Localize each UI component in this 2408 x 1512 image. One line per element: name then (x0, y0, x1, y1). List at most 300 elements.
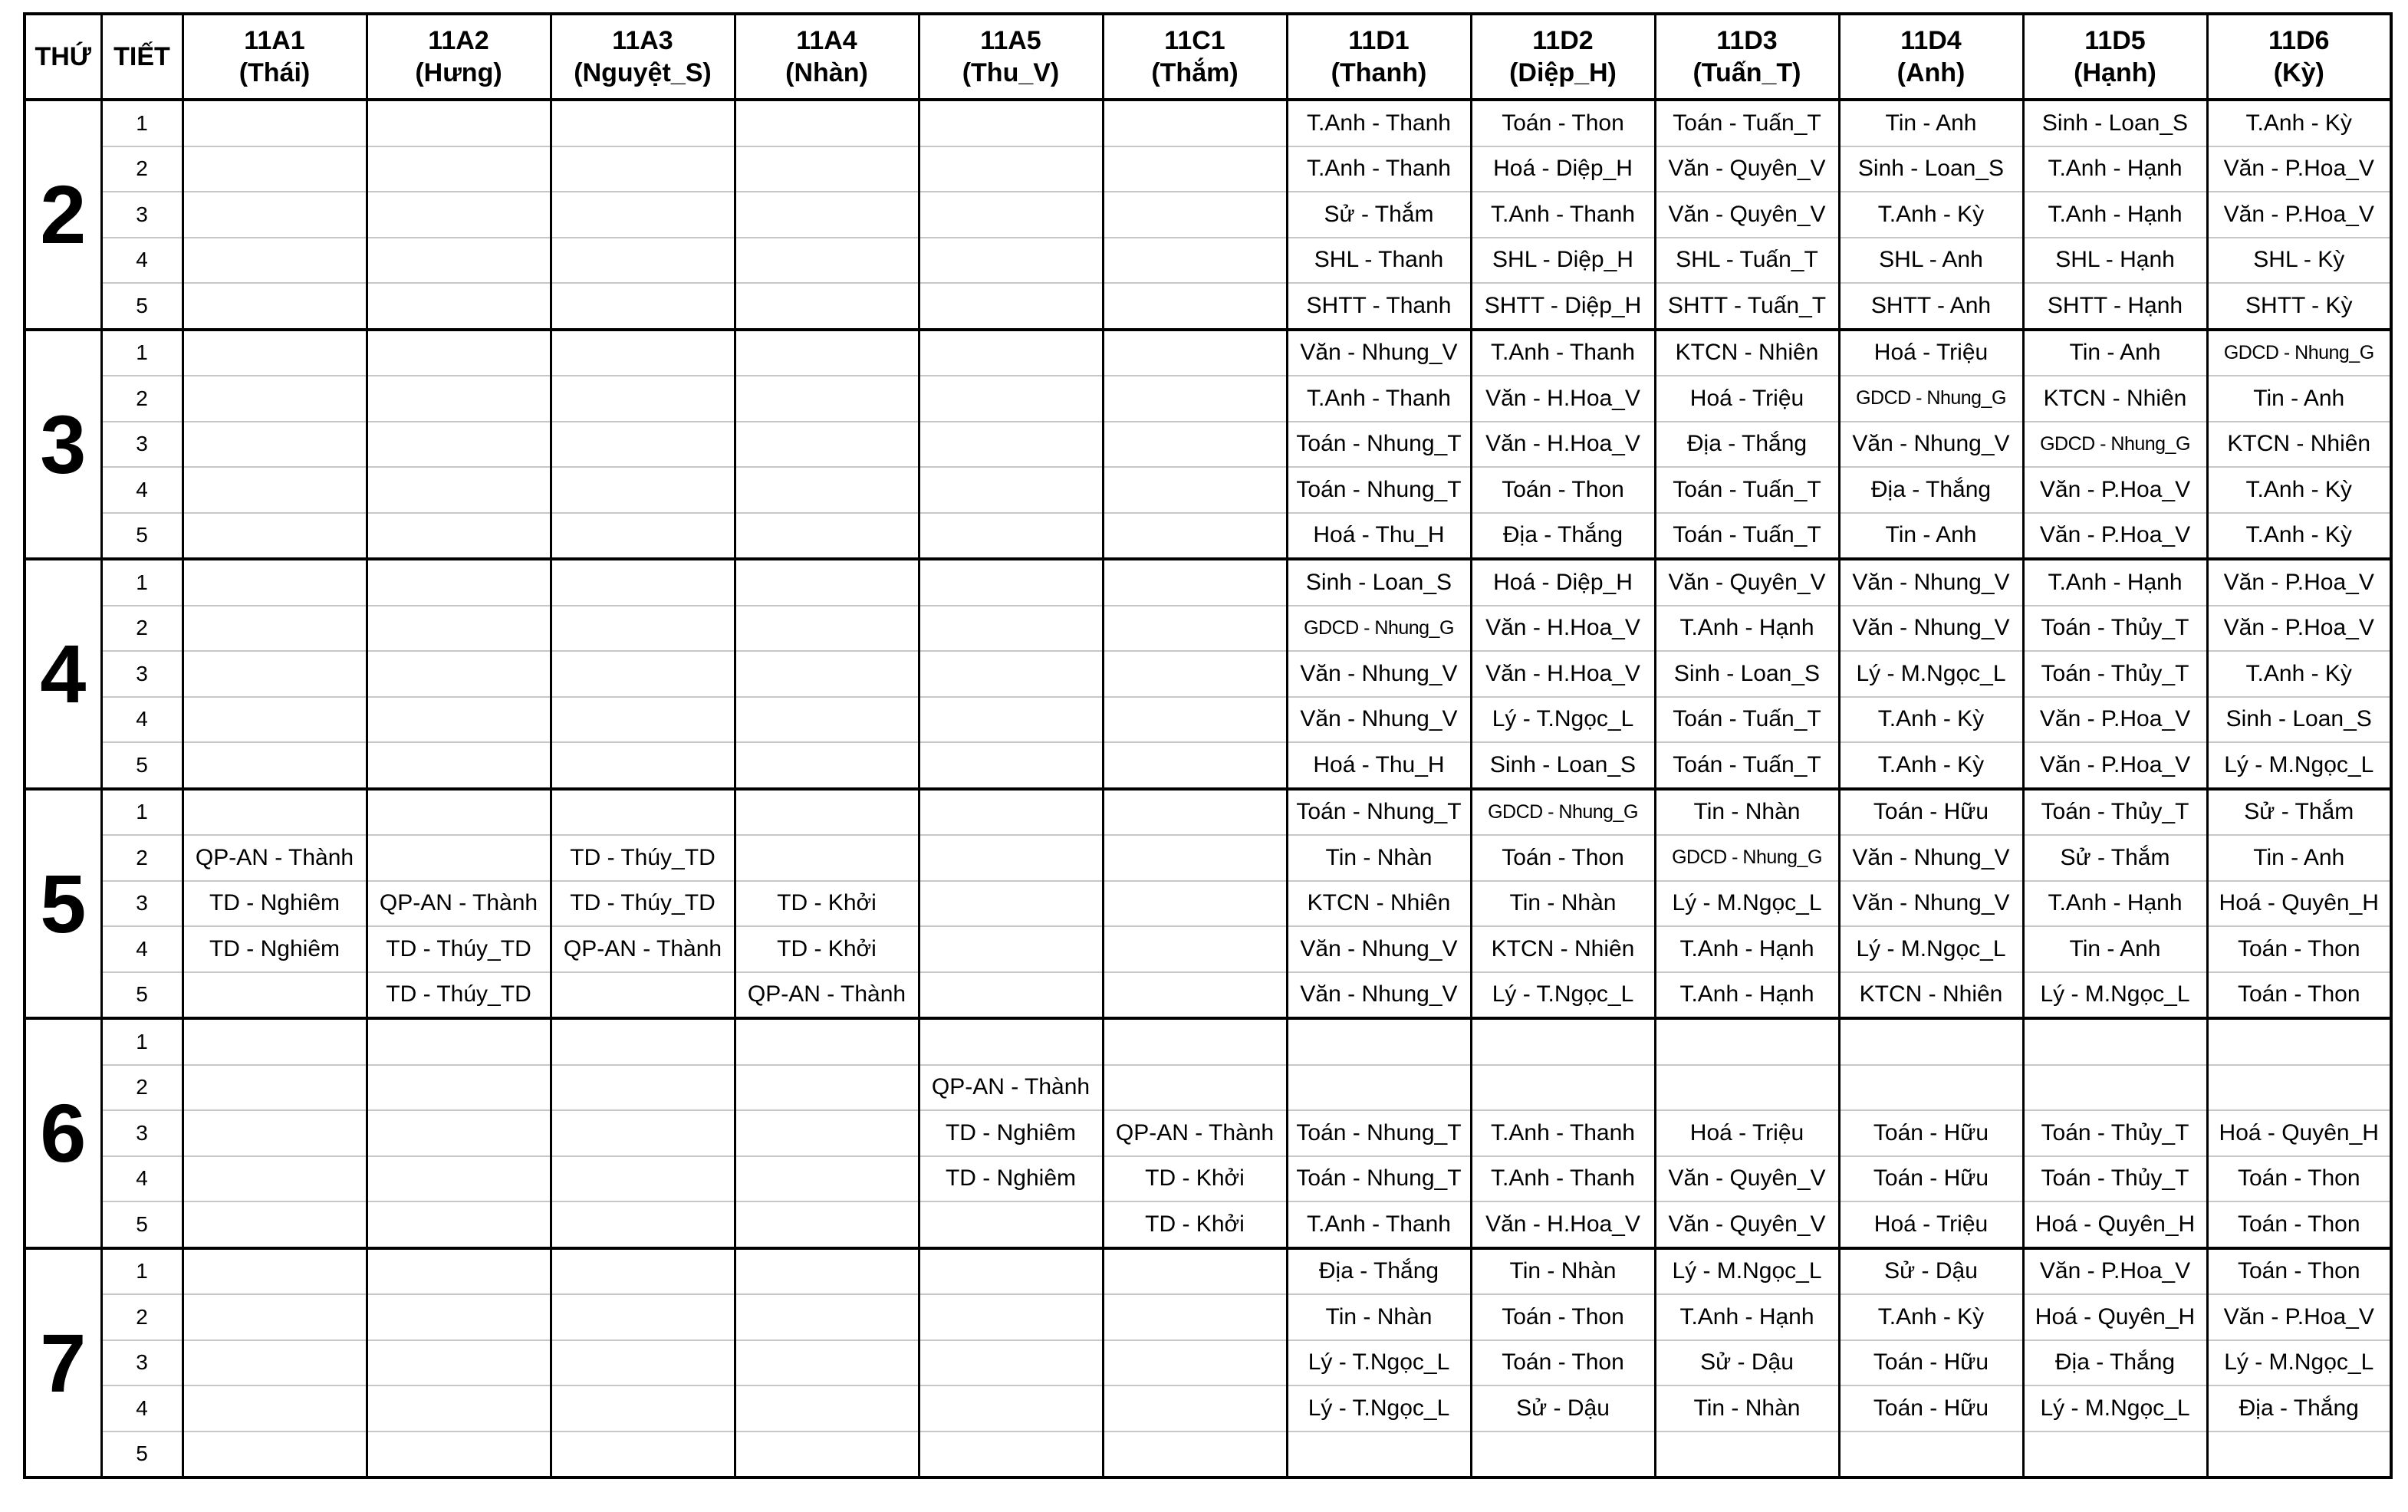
lesson-cell: Hoá - Quyên_H (2207, 1110, 2391, 1156)
empty-cell (183, 330, 367, 376)
empty-cell (919, 697, 1103, 743)
empty-cell (735, 1385, 919, 1431)
lesson-cell: Toán - Nhung_T (1287, 467, 1471, 513)
lesson-cell: Toán - Tuấn_T (1655, 513, 1839, 560)
period-row (25, 422, 2391, 468)
empty-cell (551, 1431, 735, 1478)
period-row (25, 835, 2391, 881)
lesson-cell: Tin - Nhàn (1655, 789, 1839, 836)
homeroom-teacher: (Kỳ) (2273, 58, 2324, 87)
empty-cell (735, 283, 919, 330)
lesson-cell: T.Anh - Thanh (1287, 146, 1471, 192)
empty-cell (367, 789, 551, 836)
period-number: 1 (101, 330, 183, 376)
lesson-cell: KTCN - Nhiên (2207, 422, 2391, 468)
lesson-cell: Văn - P.Hoa_V (2023, 697, 2207, 743)
class-code: 11A5 (980, 26, 1041, 55)
empty-cell (1103, 789, 1287, 836)
lesson-cell: Toán - Thủy_T (2023, 789, 2207, 836)
lesson-cell: Tin - Anh (2023, 926, 2207, 972)
empty-cell (367, 330, 551, 376)
empty-cell (735, 835, 919, 881)
period-row (25, 1156, 2391, 1202)
lesson-cell: T.Anh - Hạnh (2023, 146, 2207, 192)
empty-cell (919, 881, 1103, 927)
empty-cell (735, 1294, 919, 1340)
lesson-cell: Toán - Tuấn_T (1655, 742, 1839, 789)
empty-cell (919, 559, 1103, 606)
lesson-cell: T.Anh - Kỳ (1839, 697, 2023, 743)
lesson-cell: SHTT - Tuấn_T (1655, 283, 1839, 330)
empty-cell (1287, 1065, 1471, 1111)
lesson-cell: SHTT - Anh (1839, 283, 2023, 330)
lesson-cell: Tin - Nhàn (1471, 1248, 1655, 1295)
class-code: 11C1 (1164, 26, 1225, 55)
lesson-cell: Sử - Thắm (2207, 789, 2391, 836)
empty-cell (1655, 1431, 1839, 1478)
empty-cell (1103, 1065, 1287, 1111)
lesson-cell: Địa - Thắng (1471, 513, 1655, 560)
empty-cell (183, 1340, 367, 1386)
period-number: 3 (101, 651, 183, 697)
day-number: 4 (25, 559, 101, 789)
period-row (25, 1018, 2391, 1065)
lesson-cell: Sử - Thắm (1287, 192, 1471, 238)
lesson-cell: Hoá - Triệu (1839, 330, 2023, 376)
period-number: 3 (101, 422, 183, 468)
homeroom-teacher: (Anh) (1896, 58, 1966, 87)
lesson-cell: Địa - Thắng (1655, 422, 1839, 468)
lesson-cell: Văn - Nhung_V (1287, 697, 1471, 743)
lesson-cell: Văn - H.Hoa_V (1471, 606, 1655, 652)
empty-cell (735, 330, 919, 376)
empty-cell (1839, 1065, 2023, 1111)
empty-cell (367, 100, 551, 146)
lesson-cell: Toán - Thon (1471, 100, 1655, 146)
empty-cell (183, 789, 367, 836)
empty-cell (1103, 881, 1287, 927)
lesson-cell: Toán - Thon (2207, 1248, 2391, 1295)
period-row (25, 1431, 2391, 1478)
empty-cell (919, 926, 1103, 972)
lesson-cell: T.Anh - Kỳ (1839, 192, 2023, 238)
lesson-cell: Toán - Thon (2207, 1156, 2391, 1202)
lesson-cell: T.Anh - Kỳ (2207, 651, 2391, 697)
empty-cell (551, 651, 735, 697)
empty-cell (183, 376, 367, 422)
empty-cell (919, 192, 1103, 238)
empty-cell (1103, 1294, 1287, 1340)
lesson-cell: Toán - Tuấn_T (1655, 697, 1839, 743)
lesson-cell: Sinh - Loan_S (2207, 697, 2391, 743)
empty-cell (1471, 1431, 1655, 1478)
lesson-cell: Sinh - Loan_S (1287, 559, 1471, 606)
empty-cell (551, 1110, 735, 1156)
empty-cell (183, 972, 367, 1019)
class-header (183, 14, 367, 100)
empty-cell (367, 835, 551, 881)
lesson-cell: Sử - Thắm (2023, 835, 2207, 881)
lesson-cell: Toán - Thon (2207, 1201, 2391, 1248)
empty-cell (367, 1156, 551, 1202)
lesson-cell: SHTT - Diệp_H (1471, 283, 1655, 330)
empty-cell (2023, 1065, 2207, 1111)
period-number: 4 (101, 1156, 183, 1202)
empty-cell (367, 1431, 551, 1478)
empty-cell (183, 1248, 367, 1295)
empty-cell (735, 1340, 919, 1386)
empty-cell (735, 789, 919, 836)
empty-cell (367, 559, 551, 606)
period-number: 2 (101, 146, 183, 192)
lesson-cell: Sinh - Loan_S (1471, 742, 1655, 789)
empty-cell (183, 651, 367, 697)
period-row (25, 1248, 2391, 1295)
lesson-cell: T.Anh - Hạnh (1655, 606, 1839, 652)
period-row (25, 467, 2391, 513)
lesson-cell: Toán - Tuấn_T (1655, 467, 1839, 513)
period-number: 5 (101, 513, 183, 560)
empty-cell (919, 742, 1103, 789)
lesson-cell: Văn - P.Hoa_V (2207, 606, 2391, 652)
empty-cell (1103, 742, 1287, 789)
lesson-cell: Hoá - Thu_H (1287, 513, 1471, 560)
class-code: 11D3 (1716, 26, 1778, 55)
lesson-cell: Tin - Nhàn (1287, 835, 1471, 881)
lesson-cell: Lý - T.Ngọc_L (1471, 972, 1655, 1019)
lesson-cell: Sử - Dậu (1655, 1340, 1839, 1386)
timetable (23, 12, 2393, 1479)
empty-cell (1103, 651, 1287, 697)
period-row (25, 651, 2391, 697)
empty-cell (2207, 1065, 2391, 1111)
period-number: 5 (101, 1201, 183, 1248)
lesson-cell: Lý - T.Ngọc_L (1287, 1340, 1471, 1386)
lesson-cell: T.Anh - Kỳ (2207, 513, 2391, 560)
period-row (25, 1385, 2391, 1431)
lesson-cell: Tin - Anh (2023, 330, 2207, 376)
lesson-cell: T.Anh - Hạnh (2023, 559, 2207, 606)
day-number: 6 (25, 1018, 101, 1248)
empty-cell (183, 100, 367, 146)
empty-cell (551, 1294, 735, 1340)
class-header (2023, 14, 2207, 100)
empty-cell (1655, 1018, 1839, 1065)
empty-cell (367, 1110, 551, 1156)
empty-cell (919, 100, 1103, 146)
class-header (2207, 14, 2391, 100)
lesson-cell: Tin - Nhàn (1287, 1294, 1471, 1340)
empty-cell (1103, 1248, 1287, 1295)
lesson-cell: Toán - Hữu (1839, 789, 2023, 836)
empty-cell (735, 1065, 919, 1111)
lesson-cell: Toán - Thon (1471, 1340, 1655, 1386)
lesson-cell: Toán - Hữu (1839, 1110, 2023, 1156)
empty-cell (735, 1110, 919, 1156)
empty-cell (2207, 1018, 2391, 1065)
empty-cell (1103, 192, 1287, 238)
lesson-cell: KTCN - Nhiên (1471, 926, 1655, 972)
empty-cell (183, 1065, 367, 1111)
empty-cell (551, 1018, 735, 1065)
lesson-cell: Văn - Nhung_V (1839, 606, 2023, 652)
empty-cell (735, 513, 919, 560)
lesson-cell: KTCN - Nhiên (1287, 881, 1471, 927)
empty-cell (367, 1340, 551, 1386)
empty-cell (551, 100, 735, 146)
lesson-cell: TD - Nghiêm (183, 926, 367, 972)
empty-cell (551, 1248, 735, 1295)
lesson-cell: TD - Khởi (1103, 1156, 1287, 1202)
empty-cell (367, 1294, 551, 1340)
empty-cell (919, 422, 1103, 468)
empty-cell (735, 1248, 919, 1295)
homeroom-teacher: (Thắm) (1151, 58, 1239, 87)
empty-cell (183, 467, 367, 513)
empty-cell (551, 1340, 735, 1386)
lesson-cell: Văn - Nhung_V (1287, 926, 1471, 972)
lesson-cell: Văn - Quyên_V (1655, 146, 1839, 192)
lesson-cell: SHTT - Kỳ (2207, 283, 2391, 330)
empty-cell (735, 697, 919, 743)
period-row (25, 606, 2391, 652)
empty-cell (183, 742, 367, 789)
empty-cell (2207, 1431, 2391, 1478)
lesson-cell: Tin - Anh (2207, 376, 2391, 422)
empty-cell (183, 146, 367, 192)
period-number: 1 (101, 789, 183, 836)
class-header (1287, 14, 1471, 100)
lesson-cell: Văn - Quyên_V (1655, 1201, 1839, 1248)
lesson-cell: Địa - Thắng (1287, 1248, 1471, 1295)
empty-cell (1103, 330, 1287, 376)
empty-cell (735, 192, 919, 238)
empty-cell (735, 1018, 919, 1065)
empty-cell (551, 559, 735, 606)
lesson-cell: Văn - Quyên_V (1655, 559, 1839, 606)
empty-cell (551, 146, 735, 192)
class-header (735, 14, 919, 100)
class-header (1839, 14, 2023, 100)
lesson-cell: SHL - Diệp_H (1471, 238, 1655, 284)
empty-cell (1103, 559, 1287, 606)
empty-cell (919, 467, 1103, 513)
empty-cell (1471, 1065, 1655, 1111)
lesson-cell: Hoá - Diệp_H (1471, 559, 1655, 606)
empty-cell (1839, 1018, 2023, 1065)
lesson-cell: QP-AN - Thành (919, 1065, 1103, 1111)
empty-cell (735, 238, 919, 284)
period-row (25, 1201, 2391, 1248)
lesson-cell: Văn - Nhung_V (1839, 835, 2023, 881)
empty-cell (367, 651, 551, 697)
empty-cell (919, 1340, 1103, 1386)
empty-cell (183, 422, 367, 468)
period-row (25, 1294, 2391, 1340)
empty-cell (367, 1065, 551, 1111)
empty-cell (735, 559, 919, 606)
lesson-cell: Văn - P.Hoa_V (2207, 192, 2391, 238)
class-header (1471, 14, 1655, 100)
lesson-cell: Văn - P.Hoa_V (2207, 146, 2391, 192)
period-number: 4 (101, 238, 183, 284)
lesson-cell: T.Anh - Thanh (1287, 1201, 1471, 1248)
period-row (25, 697, 2391, 743)
empty-cell (183, 1294, 367, 1340)
empty-cell (1103, 283, 1287, 330)
lesson-cell: SHL - Tuấn_T (1655, 238, 1839, 284)
lesson-cell: Hoá - Thu_H (1287, 742, 1471, 789)
empty-cell (2023, 1431, 2207, 1478)
lesson-cell: Văn - Nhung_V (1287, 651, 1471, 697)
empty-cell (367, 697, 551, 743)
class-header (367, 14, 551, 100)
empty-cell (1287, 1018, 1471, 1065)
lesson-cell: Hoá - Triệu (1655, 1110, 1839, 1156)
lesson-cell: KTCN - Nhiên (2023, 376, 2207, 422)
period-row (25, 1065, 2391, 1111)
empty-cell (1103, 972, 1287, 1019)
period-number: 4 (101, 697, 183, 743)
empty-cell (183, 1110, 367, 1156)
lesson-cell: T.Anh - Hạnh (1655, 926, 1839, 972)
lesson-cell: KTCN - Nhiên (1839, 972, 2023, 1019)
empty-cell (919, 146, 1103, 192)
empty-cell (183, 513, 367, 560)
period-number: 4 (101, 926, 183, 972)
lesson-cell: TD - Thúy_TD (551, 881, 735, 927)
empty-cell (919, 513, 1103, 560)
empty-cell (367, 606, 551, 652)
class-code: 11D2 (1532, 26, 1594, 55)
empty-cell (367, 1248, 551, 1295)
class-code: 11A4 (796, 26, 857, 55)
empty-cell (919, 835, 1103, 881)
empty-cell (1103, 238, 1287, 284)
lesson-cell: Toán - Hữu (1839, 1385, 2023, 1431)
lesson-cell: QP-AN - Thành (735, 972, 919, 1019)
empty-cell (735, 467, 919, 513)
lesson-cell: Văn - P.Hoa_V (2023, 513, 2207, 560)
period-number: 1 (101, 1018, 183, 1065)
lesson-cell: GDCD - Nhung_G (1287, 606, 1471, 652)
empty-cell (1103, 146, 1287, 192)
lesson-cell: TD - Thúy_TD (367, 972, 551, 1019)
class-code: 11D4 (1900, 26, 1962, 55)
empty-cell (735, 651, 919, 697)
lesson-cell: T.Anh - Hạnh (2023, 881, 2207, 927)
lesson-cell: Văn - P.Hoa_V (2023, 742, 2207, 789)
empty-cell (1103, 422, 1287, 468)
lesson-cell: Toán - Nhung_T (1287, 1156, 1471, 1202)
period-number: 4 (101, 467, 183, 513)
empty-cell (735, 146, 919, 192)
lesson-cell: T.Anh - Thanh (1287, 100, 1471, 146)
lesson-cell: KTCN - Nhiên (1655, 330, 1839, 376)
empty-cell (919, 651, 1103, 697)
lesson-cell: SHTT - Hạnh (2023, 283, 2207, 330)
empty-cell (1103, 606, 1287, 652)
lesson-cell: T.Anh - Hạnh (2023, 192, 2207, 238)
lesson-cell: Lý - M.Ngọc_L (1655, 1248, 1839, 1295)
lesson-cell: QP-AN - Thành (1103, 1110, 1287, 1156)
lesson-cell: Văn - P.Hoa_V (2023, 1248, 2207, 1295)
homeroom-teacher: (Nhàn) (785, 58, 868, 87)
empty-cell (551, 192, 735, 238)
lesson-cell: Văn - Nhung_V (1839, 881, 2023, 927)
period-number: 5 (101, 972, 183, 1019)
empty-cell (183, 283, 367, 330)
lesson-cell: Tin - Nhàn (1655, 1385, 1839, 1431)
class-code: 11D6 (2268, 26, 2330, 55)
lesson-cell: Toán - Thon (1471, 467, 1655, 513)
class-header (919, 14, 1103, 100)
lesson-cell: Toán - Nhung_T (1287, 422, 1471, 468)
day-column-header: THỨ (25, 14, 101, 100)
lesson-cell: Toán - Thủy_T (2023, 1110, 2207, 1156)
empty-cell (367, 1201, 551, 1248)
lesson-cell: Sinh - Loan_S (1655, 651, 1839, 697)
lesson-cell: Toán - Thon (2207, 972, 2391, 1019)
empty-cell (551, 422, 735, 468)
empty-cell (919, 1385, 1103, 1431)
lesson-cell: GDCD - Nhung_G (1655, 835, 1839, 881)
homeroom-teacher: (Diệp_H) (1509, 58, 1617, 87)
lesson-cell: T.Anh - Kỳ (1839, 742, 2023, 789)
lesson-cell: Toán - Nhung_T (1287, 1110, 1471, 1156)
empty-cell (551, 283, 735, 330)
period-row (25, 1110, 2391, 1156)
empty-cell (1655, 1065, 1839, 1111)
lesson-cell: T.Anh - Kỳ (2207, 100, 2391, 146)
period-row (25, 283, 2391, 330)
empty-cell (551, 330, 735, 376)
period-number: 2 (101, 606, 183, 652)
empty-cell (919, 789, 1103, 836)
lesson-cell: GDCD - Nhung_G (2023, 422, 2207, 468)
lesson-cell: Địa - Thắng (1839, 467, 2023, 513)
lesson-cell: Văn - P.Hoa_V (2207, 559, 2391, 606)
empty-cell (1103, 1385, 1287, 1431)
class-header (551, 14, 735, 100)
lesson-cell: Toán - Thủy_T (2023, 651, 2207, 697)
period-row (25, 881, 2391, 927)
empty-cell (183, 1156, 367, 1202)
empty-cell (2023, 1018, 2207, 1065)
day-number: 3 (25, 330, 101, 560)
empty-cell (551, 238, 735, 284)
lesson-cell: Lý - M.Ngọc_L (2023, 972, 2207, 1019)
lesson-cell: TD - Nghiêm (919, 1110, 1103, 1156)
class-code: 11A3 (612, 26, 673, 55)
lesson-cell: Văn - P.Hoa_V (2207, 1294, 2391, 1340)
lesson-cell: Sinh - Loan_S (2023, 100, 2207, 146)
empty-cell (551, 1385, 735, 1431)
empty-cell (183, 238, 367, 284)
lesson-cell: Toán - Thon (2207, 926, 2391, 972)
empty-cell (735, 742, 919, 789)
empty-cell (551, 742, 735, 789)
period-number: 4 (101, 1385, 183, 1431)
homeroom-teacher: (Nguyệt_S) (574, 58, 712, 87)
empty-cell (735, 422, 919, 468)
empty-cell (551, 376, 735, 422)
lesson-cell: TD - Thúy_TD (551, 835, 735, 881)
empty-cell (1103, 1340, 1287, 1386)
lesson-cell: Hoá - Quyên_H (2023, 1294, 2207, 1340)
header-row (25, 14, 2391, 100)
period-number: 1 (101, 1248, 183, 1295)
